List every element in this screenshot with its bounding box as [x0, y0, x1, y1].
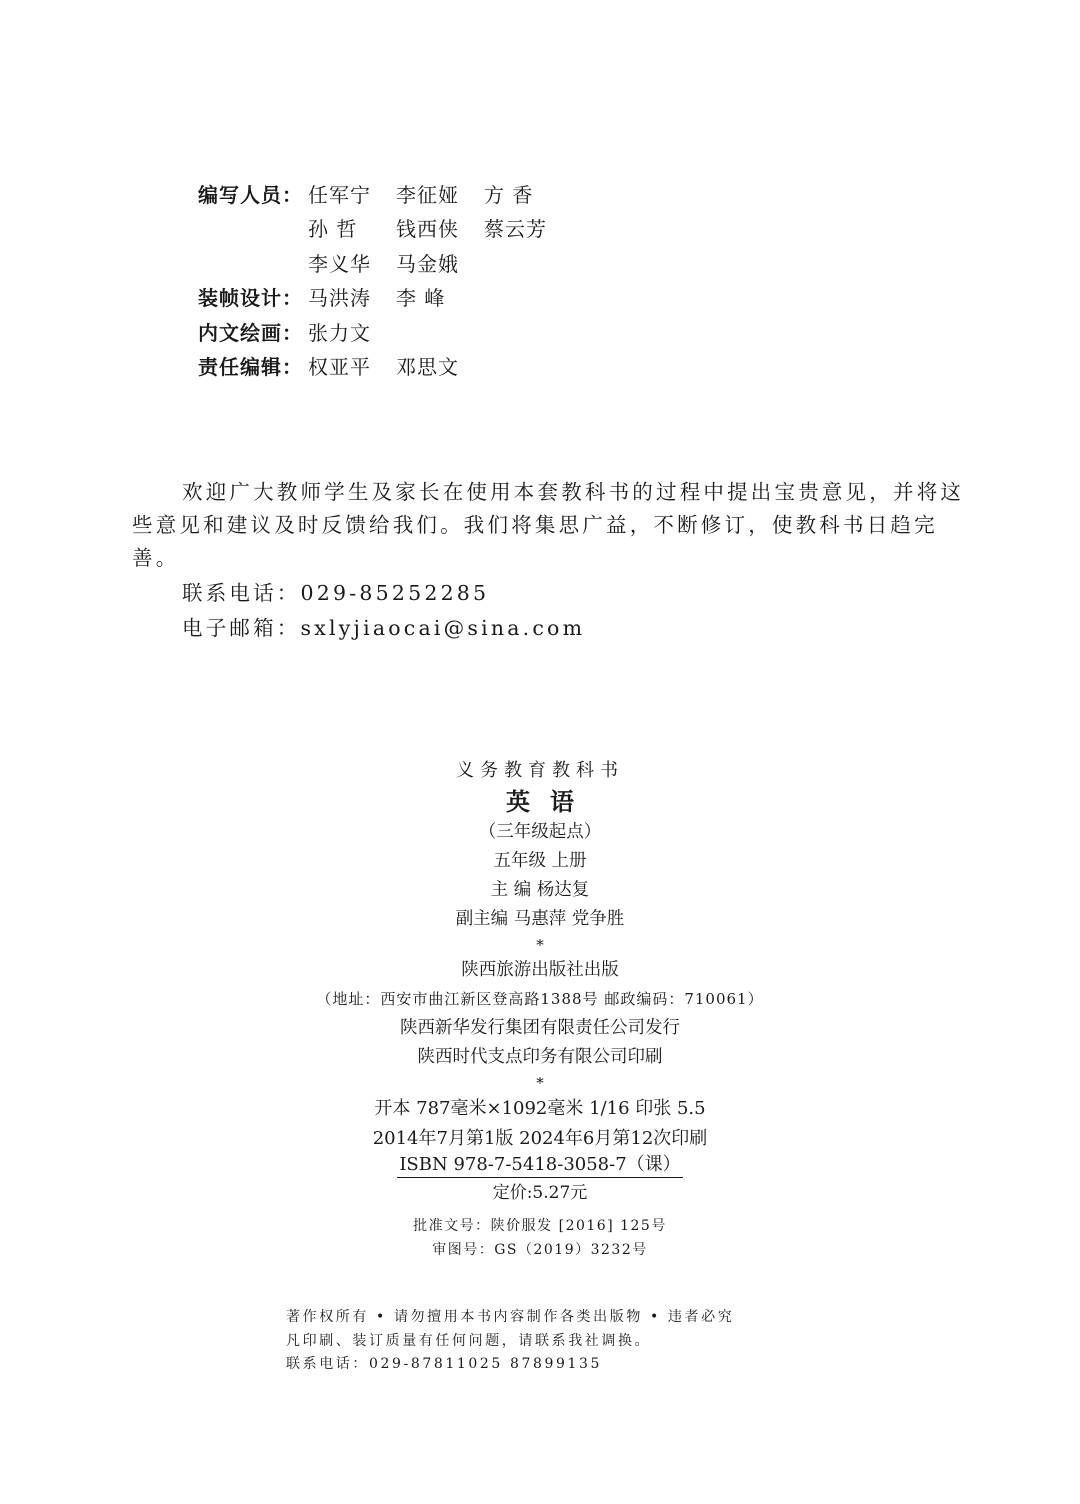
edition-note: （三年级起点）: [478, 822, 602, 842]
publisher-address: （地址：西安市曲江新区登高路1388号 邮政编码：710061）: [316, 990, 764, 1008]
copyright-line-2: 凡印刷、装订质量有任何问题，请联系我社调换。: [286, 1332, 652, 1349]
credit-name: 马金娥: [396, 251, 459, 276]
feedback-paragraph: 欢迎广大教师学生及家长在使用本套教科书的过程中提出宝贵意见，并将这些意见和建议及时反馈给我们。我们将集思广益，不断修订，使教科书日趋完善。: [132, 480, 965, 570]
series-name: 义务教育教科书: [456, 760, 624, 781]
credit-label: 编写人员：: [198, 182, 303, 207]
chief-editor: 主 编 杨达复: [490, 880, 590, 900]
approval-number: 批准文号：陕价服发 [2016] 125号: [413, 1218, 667, 1234]
credit-name: 马洪涛: [308, 286, 371, 311]
copyright-line-3: 联系电话：029-87811025 87899135: [286, 1356, 603, 1372]
separator-star: *: [536, 1074, 544, 1092]
credit-name: 任军宁: [308, 182, 371, 207]
credit-names: [308, 248, 484, 277]
credit-name: 李 峰: [396, 286, 446, 311]
distributor: 陕西新华发行集团有限责任公司发行: [400, 1018, 680, 1038]
credit-names: [308, 282, 484, 311]
format-specs: 开本 787毫米×1092毫米 1/16 印张 5.5: [374, 1098, 706, 1119]
credit-row-design: [198, 280, 572, 315]
credit-label: 内文绘画：: [198, 320, 303, 345]
credit-label: 责任编辑：: [198, 355, 303, 380]
credit-label: 装帧设计：: [198, 286, 303, 311]
separator-star: *: [536, 936, 544, 954]
credit-names: [308, 213, 572, 242]
price: 定价:5.27元: [492, 1183, 588, 1203]
credit-names: [308, 317, 396, 346]
book-title: 英语: [506, 788, 594, 816]
credit-row-writers-2: [198, 211, 572, 246]
credit-name: 方 香: [484, 182, 534, 207]
credit-row-writers: [198, 176, 572, 211]
printing-history: 2014年7月第1版 2024年6月第12次印刷: [372, 1128, 708, 1149]
printer: 陕西时代支点印务有限公司印刷: [417, 1047, 663, 1067]
credits-block: [198, 176, 572, 383]
feedback-phone: 联系电话：029-85252285: [182, 581, 490, 605]
credit-row-editors: [198, 349, 572, 384]
colophon: [0, 756, 1080, 1262]
credit-name: 钱西侠: [396, 217, 459, 242]
credit-name: 张力文: [308, 320, 371, 345]
credit-name: 权亚平: [308, 355, 371, 380]
credit-row-illustration: [198, 314, 572, 349]
copyright-notice: [286, 1306, 734, 1377]
credit-name: 邓思文: [396, 355, 459, 380]
isbn-row: [0, 1154, 1080, 1182]
map-review-number: 审图号：GS（2019）3232号: [432, 1242, 648, 1258]
credit-name: 孙 哲: [308, 217, 358, 242]
grade-volume: 五年级 上册: [493, 851, 587, 871]
credit-name: 李征娅: [396, 182, 459, 207]
isbn: ISBN 978-7-5418-3058-7（课）: [397, 1154, 682, 1178]
credit-name: 蔡云芳: [484, 217, 547, 242]
deputy-editors: 副主编 马惠萍 党争胜: [455, 909, 625, 929]
credit-name: 李义华: [308, 251, 371, 276]
copyright-line-1: 著作权所有 • 请勿擅用本书内容制作各类出版物 • 违者必究: [286, 1309, 735, 1325]
credit-names: [308, 179, 572, 208]
credit-row-writers-3: [198, 245, 572, 280]
feedback-block: [132, 476, 972, 645]
credit-names: [308, 351, 484, 380]
feedback-email: 电子邮箱：sxlyjiaocai@sina.com: [182, 616, 586, 640]
publisher: 陕西旅游出版社出版: [461, 960, 619, 980]
